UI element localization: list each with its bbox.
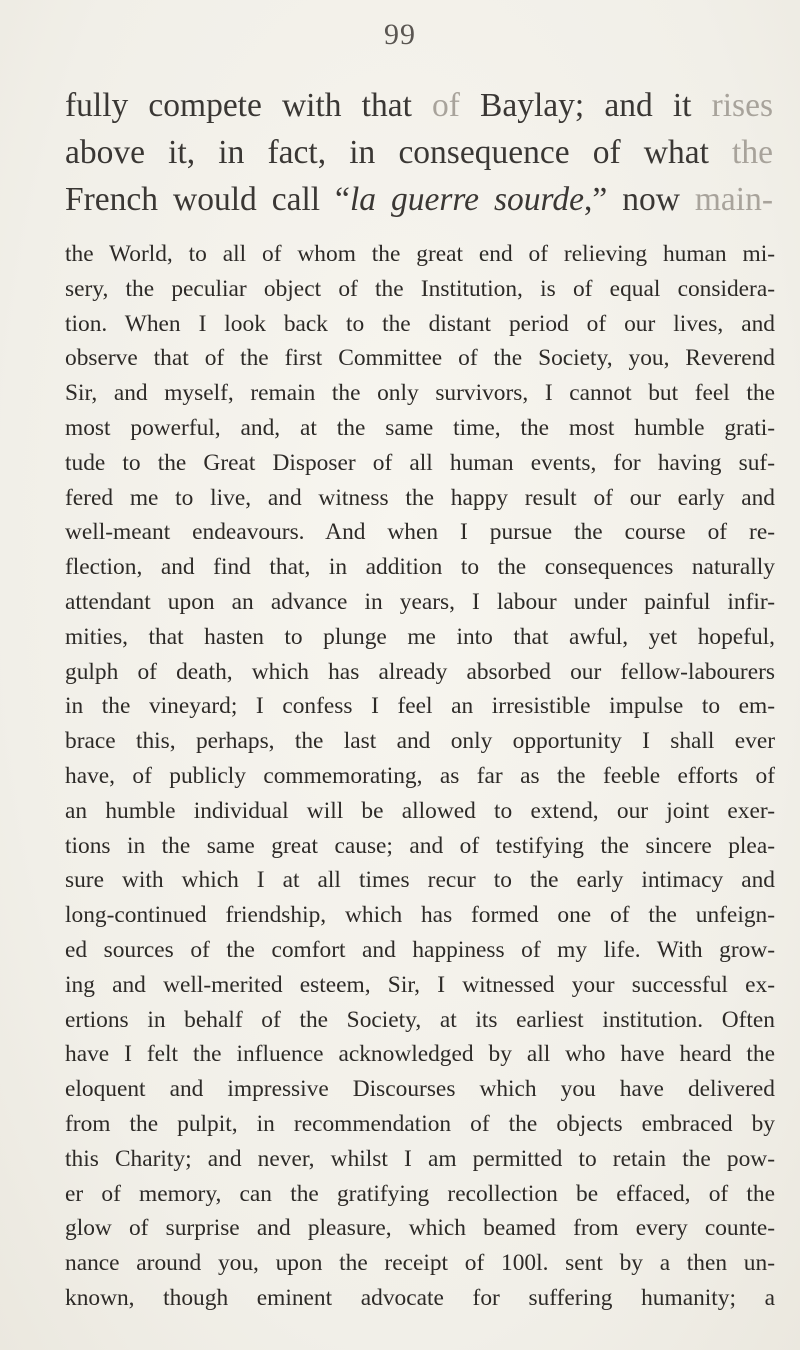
- body-line: have I felt the influence acknowledged by all who have heard the: [65, 1041, 775, 1068]
- body-line: this Charity; and never, whilst I am permitted to retain the pow-: [65, 1145, 775, 1172]
- body-paragraph: [65, 237, 775, 1316]
- body-line: observe that of the first Committee of the Society, you, Reverend: [65, 345, 775, 372]
- lead-line-3-after: ,” now: [583, 181, 680, 218]
- body-line: eloquent and impressive Discourses which you have delivered: [65, 1076, 775, 1103]
- lead-line-2-text: above it, in fact, in consequence of what: [65, 134, 709, 171]
- lead-line-3-tail: main-: [679, 181, 773, 218]
- lead-line-3-italic: la guerre sourde: [349, 181, 584, 218]
- body-line: sure with which I at all times recur to the early intimacy and: [65, 867, 775, 894]
- body-line: the World, to all of whom the great end of relieving human mi-: [65, 241, 775, 267]
- body-line: sery, the peculiar object of the Institution, is of equal considera-: [65, 275, 775, 302]
- lead-line-2: [65, 129, 773, 176]
- body-line: well-meant endeavours. And when I pursue the course of re-: [65, 519, 775, 546]
- body-line: long-continued friendship, which has formed one of the unfeign-: [65, 902, 775, 929]
- body-line: nance around you, upon the receipt of 100l. sent by a then un-: [65, 1250, 775, 1277]
- lead-paragraph: [65, 82, 773, 223]
- lead-line-1: [65, 82, 773, 129]
- lead-line-1-faded: of: [411, 87, 460, 124]
- body-line: ertions in behalf of the Society, at its earliest institution. Often: [65, 1006, 775, 1033]
- body-line: glow of surprise and pleasure, which beamed from every counte-: [65, 1215, 775, 1242]
- body-line: most powerful, and, at the same time, the most humble grati-: [65, 414, 775, 441]
- body-line: fered me to live, and witness the happy result of our early and: [65, 484, 775, 511]
- body-line: in the vineyard; I confess I feel an irresistible impulse to em-: [65, 693, 775, 720]
- body-line: brace this, perhaps, the last and only opportunity I shall ever: [65, 728, 775, 755]
- body-line: known, though eminent advocate for suffering humanity; a: [65, 1284, 775, 1311]
- body-line: flection, and find that, in addition to the consequences naturally: [65, 554, 775, 581]
- lead-line-1-after: Baylay; and it: [459, 87, 692, 124]
- body-line: ed sources of the comfort and happiness of my life. With grow-: [65, 936, 775, 963]
- body-line: an humble individual will be allowed to extend, our joint exer-: [65, 797, 775, 824]
- body-line: er of memory, can the gratifying recollection be effaced, of the: [65, 1180, 775, 1207]
- body-line: ing and well-merited esteem, Sir, I witnessed your successful ex-: [65, 971, 775, 998]
- body-line: mities, that hasten to plunge me into that awful, yet hopeful,: [65, 623, 775, 650]
- body-line: have, of publicly commemorating, as far as the feeble efforts of: [65, 762, 775, 789]
- lead-line-3-text: French would call “: [65, 181, 350, 218]
- body-line: from the pulpit, in recommendation of the objects embraced by: [65, 1110, 775, 1137]
- body-line: Sir, and myself, remain the only survivors, I cannot but feel the: [65, 380, 775, 407]
- body-line: tions in the same great cause; and of testifying the sincere plea-: [65, 832, 775, 859]
- lead-line-3: [65, 176, 773, 223]
- body-line: attendant upon an advance in years, I labour under painful infir-: [65, 588, 775, 615]
- lead-line-1-text: fully compete with that: [65, 87, 412, 124]
- body-line: gulph of death, which has already absorbed our fellow-labourers: [65, 658, 775, 685]
- lead-line-1-tail: rises: [691, 87, 773, 124]
- body-line: tude to the Great Disposer of all human events, for having suf-: [65, 449, 775, 476]
- lead-line-2-tail: the: [708, 134, 773, 171]
- page-number: 99: [384, 18, 416, 51]
- body-line: tion. When I look back to the distant period of our lives, and: [65, 310, 775, 337]
